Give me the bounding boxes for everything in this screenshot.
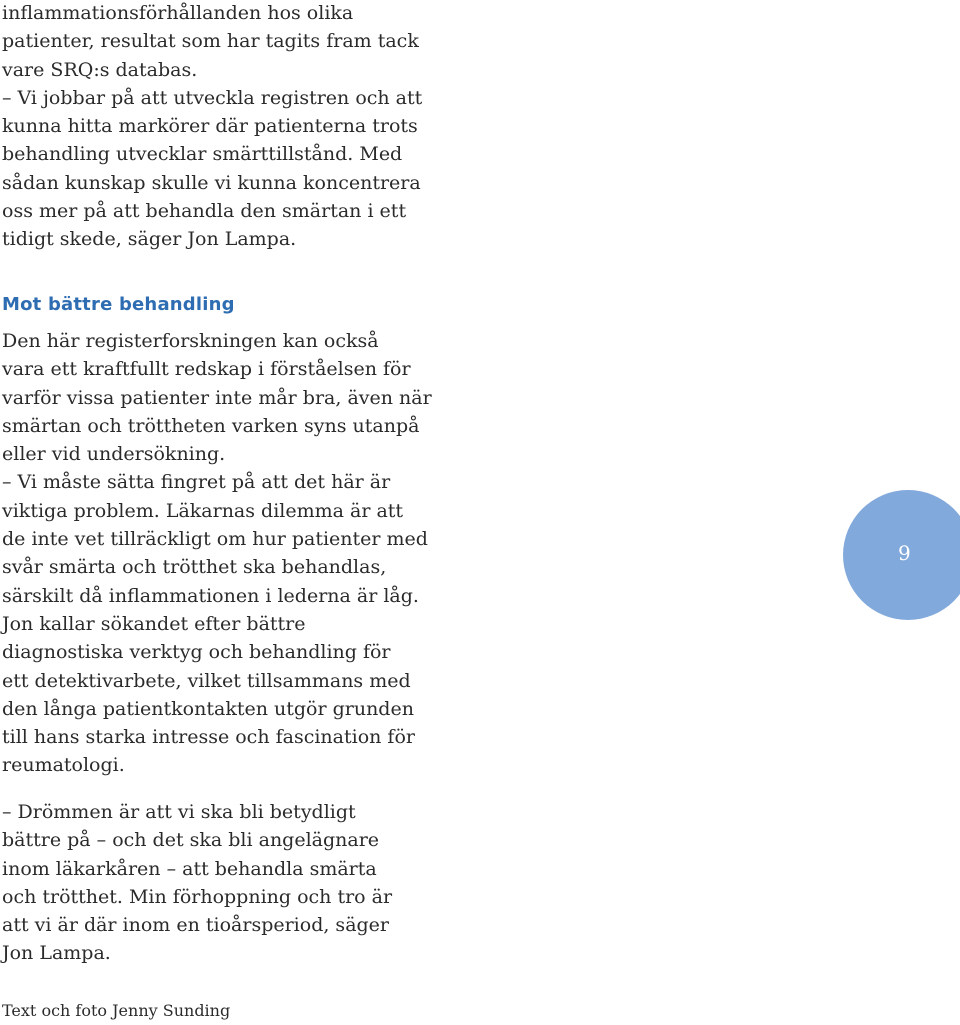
body-middle-line: Jon kallar sökandet efter bättre <box>2 612 306 635</box>
body-top-line: sådan kunskap skulle vi kunna koncentrera <box>2 171 421 194</box>
section-heading: Mot bättre behandling <box>2 294 235 315</box>
body-middle-line: till hans starka intresse och fascination för <box>2 726 415 749</box>
body-end-line: inom läkarkåren – att behandla smärta <box>2 857 377 880</box>
body-middle-line: vara ett kraftfullt redskap i förståelsen för <box>2 358 411 381</box>
body-top-line: kunna hitta markörer där patienterna trots <box>2 115 418 138</box>
body-top-line: tidigt skede, säger Jon Lampa. <box>2 228 297 251</box>
body-middle-line: eller vid undersökning. <box>2 443 226 466</box>
body-end-line: Jon Lampa. <box>2 942 111 965</box>
body-middle-line: särskilt då inflammationen i lederna är låg. <box>2 584 419 607</box>
body-top-line: – Vi jobbar på att utveckla registren och att <box>2 86 423 109</box>
body-end-line: att vi är där inom en tioårsperiod, säger <box>2 914 390 937</box>
body-middle-line: reumatologi. <box>2 754 125 777</box>
body-top-line: vare SRQ:s databas. <box>2 58 198 81</box>
body-middle-line: Den här registerforskningen kan också <box>2 330 379 352</box>
body-end-line: och trötthet. Min förhoppning och tro är <box>2 885 393 908</box>
page-number: 9 <box>898 541 911 565</box>
body-end-line: – Drömmen är att vi ska bli betydligt <box>2 801 356 823</box>
article-body-end <box>2 798 392 968</box>
body-middle-line: diagnostiska verktyg och behandling för <box>2 641 391 664</box>
body-middle-line: varför vissa patienter inte mår bra, även när <box>2 386 432 409</box>
body-middle-line: de inte vet tillräckligt om hur patienter med <box>2 528 428 551</box>
body-top-line: behandling utvecklar smärttillstånd. Med <box>2 143 403 166</box>
body-middle-line: den långa patientkontakten utgör grunden <box>2 697 414 720</box>
article-body-middle <box>2 327 432 780</box>
photo-credit: Text och foto Jenny Sunding <box>2 1001 231 1020</box>
body-top-line: inflammationsförhållanden hos olika <box>2 2 354 24</box>
body-middle-line: smärtan och tröttheten varken syns utanpå <box>2 414 420 437</box>
body-end-line: bättre på – och det ska bli angelägnare <box>2 829 380 852</box>
body-middle-line: – Vi måste sätta fingret på att det här är <box>2 471 391 494</box>
body-top-line: patienter, resultat som har tagits fram tack <box>2 30 419 53</box>
body-middle-line: ett detektivarbete, vilket tillsammans med <box>2 669 411 692</box>
body-top-line: oss mer på att behandla den smärtan i ett <box>2 200 407 223</box>
body-middle-line: viktiga problem. Läkarnas dilemma är att <box>2 499 404 522</box>
article-body-top <box>2 0 422 254</box>
body-middle-line: svår smärta och trötthet ska behandlas, <box>2 556 387 579</box>
